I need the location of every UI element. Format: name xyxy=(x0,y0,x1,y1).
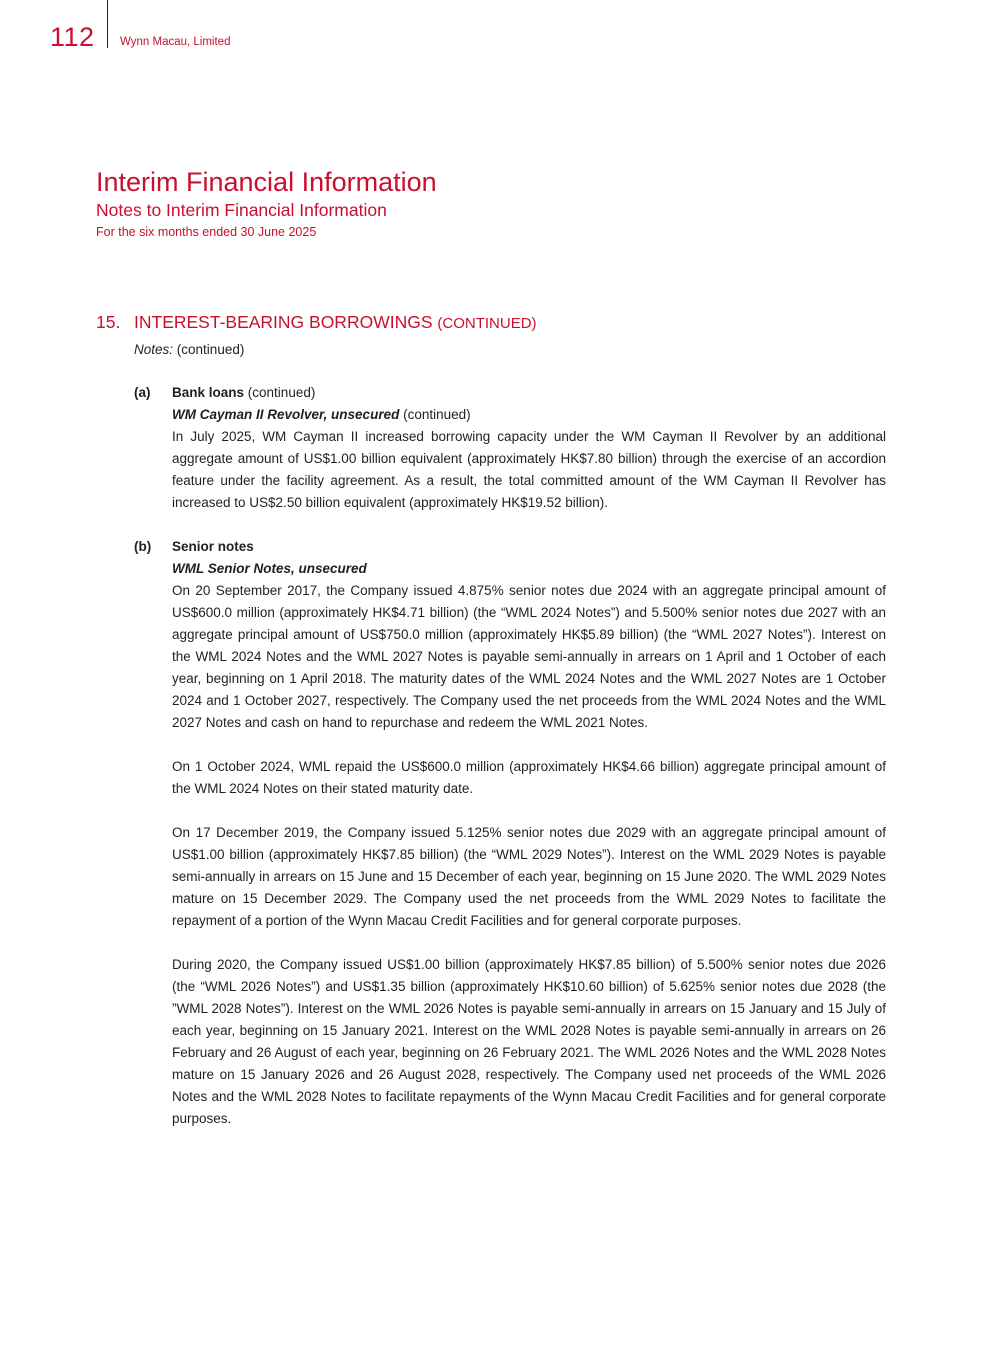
item-subheading: WM Cayman II Revolver, unsecured xyxy=(172,407,400,422)
item-heading-line xyxy=(172,382,886,404)
paragraph: On 20 September 2017, the Company issued 4.875% senior notes due 2024 with an aggregate principal amount of US$600.0 million (approximately HK$4.71 billion) (the “WML 2024 Notes”) and 5.500% senior notes due 2027 with an aggregate principal amount of US$750.0 million (approximately HK$5.89 billion) (the “WML 2027 Notes”). Interest on the WML 2024 Notes and the WML 2027 Notes is payable semi-annually in arrears on 1 April and 1 October of each year, beginning on 1 April 2018. The maturity dates of the WML 2024 Notes and the WML 2027 Notes are 1 October 2024 and 1 October 2027, respectively. The Company used the net proceeds from the WML 2024 Notes and the WML 2027 Notes and cash on hand to repurchase and redeem the WML 2021 Notes. xyxy=(172,583,886,730)
section-title: INTEREST-BEARING BORROWINGS xyxy=(134,312,433,332)
item-heading: Senior notes xyxy=(172,539,254,554)
page-title: Interim Financial Information xyxy=(96,167,437,197)
page-subtitle: Notes to Interim Financial Information xyxy=(96,200,387,220)
item-heading: Bank loans xyxy=(172,385,245,400)
notes-label-line xyxy=(134,340,244,360)
note-item-a xyxy=(134,382,886,514)
notes-continued: (continued) xyxy=(176,342,245,357)
section-continued: (CONTINUED) xyxy=(437,315,537,332)
item-marker: (a) xyxy=(134,385,151,400)
notes-label: Notes: xyxy=(134,342,174,357)
item-heading-suffix: (continued) xyxy=(247,385,316,400)
header-divider xyxy=(107,0,108,48)
item-marker: (b) xyxy=(134,539,152,554)
paragraph: On 17 December 2019, the Company issued 5.125% senior notes due 2029 with an aggregate principal amount of US$1.00 billion (approximately HK$7.85 billion) (the “WML 2029 Notes”). Interest on the WML 2029 Notes is payable semi-annually in arrears on 15 June and 15 December of each year, beginning on 15 June 2020. The WML 2029 Notes mature on 15 December 2029. The Company used the net proceeds from the WML 2029 Notes to facilitate the repayment of a portion of the Wynn Macau Credit Facilities and for general corporate purposes. xyxy=(172,825,886,928)
paragraph: On 1 October 2024, WML repaid the US$600.0 million (approximately HK$4.66 billion) aggregate principal amount of the WML 2024 Notes on their stated maturity date. xyxy=(172,759,886,796)
paragraph: In July 2025, WM Cayman II increased borrowing capacity under the WM Cayman II Revolver by an additional aggregate amount of US$1.00 billion equivalent (approximately HK$7.80 billion) through the exercise of an accordion feature under the facility agreement. As a result, the total committed amount of the WM Cayman II Revolver has increased to US$2.50 billion equivalent (approximately HK$19.52 billion). xyxy=(172,429,886,510)
item-subheading: WML Senior Notes, unsecured xyxy=(172,561,367,576)
item-subheading-line xyxy=(172,404,886,426)
title-block xyxy=(96,166,437,241)
page-number: 112 xyxy=(50,22,95,52)
paragraph: During 2020, the Company issued US$1.00 billion (approximately HK$7.85 billion) of 5.500% senior notes due 2026 (the “WML 2026 Notes”) and US$1.35 billion (approximately HK$10.60 billion) of 5.625% senior notes due 2028 (the ”WML 2028 Notes”). Interest on the WML 2026 Notes is payable semi-annually in arrears on 15 January and 15 July of each year, beginning on 15 January 2021. Interest on the WML 2028 Notes is payable semi-annually in arrears on 26 February and 26 August of each year, beginning on 26 February 2021. The WML 2026 Notes and the WML 2028 Notes mature on 15 January 2026 and 26 August 2028, respectively. The Company used net proceeds of the WML 2026 Notes and the WML 2028 Notes to facilitate repayments of the Wynn Macau Credit Facilities and for general corporate purposes. xyxy=(172,957,886,1126)
section-heading xyxy=(96,311,537,335)
item-body xyxy=(172,382,886,514)
section-number: 15. xyxy=(96,312,121,332)
note-item-b xyxy=(134,536,886,1130)
reporting-period: For the six months ended 30 June 2025 xyxy=(96,225,317,239)
company-name: Wynn Macau, Limited xyxy=(120,36,231,48)
item-subheading-suffix: (continued) xyxy=(403,407,471,422)
item-body xyxy=(172,536,886,1130)
